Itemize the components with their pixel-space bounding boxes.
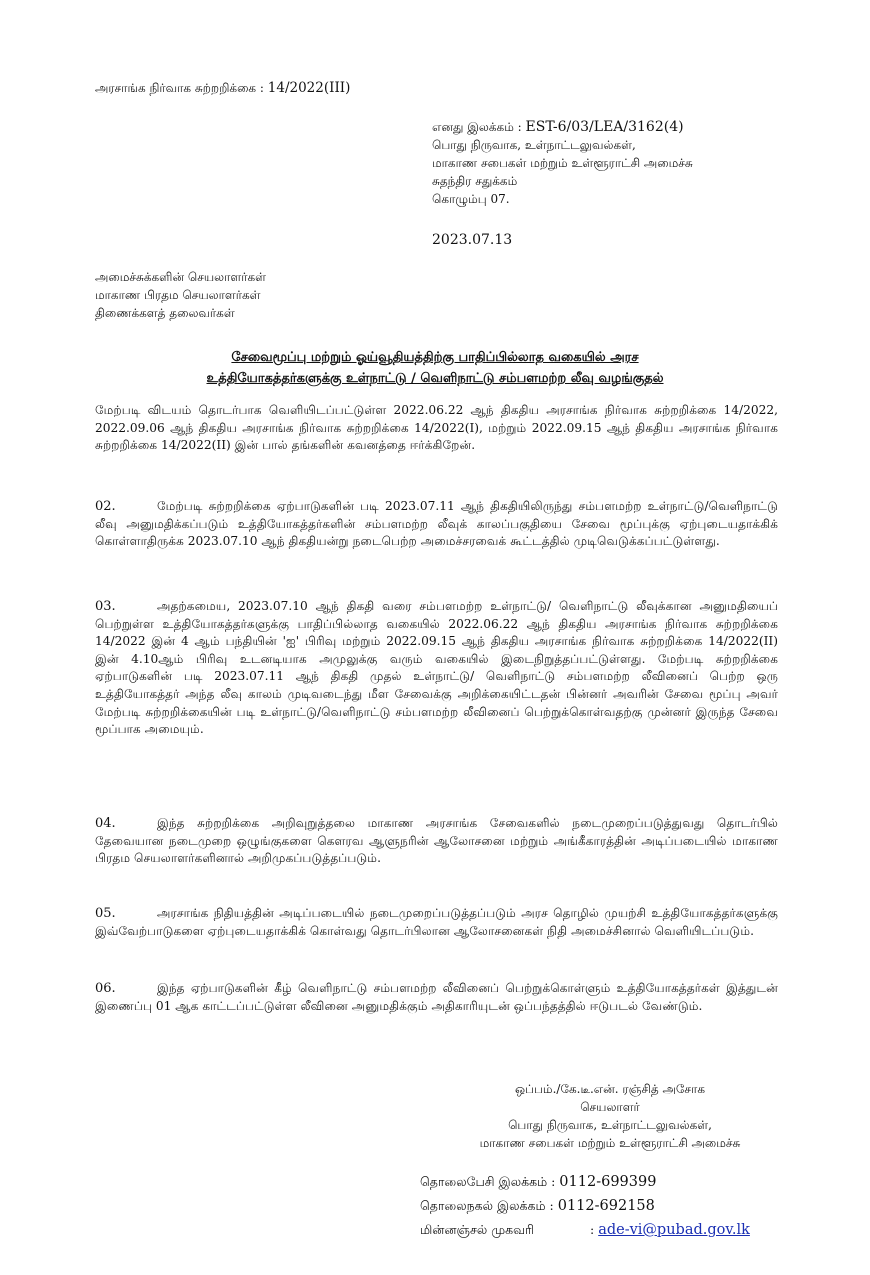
reference-number: EST-6/03/LEA/3162(4) — [525, 119, 684, 135]
paragraph-5 — [95, 905, 778, 940]
addressee-1: அமைச்சுக்களின் செயலாளர்கள் — [95, 270, 266, 284]
ministry-line-2: மாகாண சபைகள் மற்றும் உள்ளூராட்சி அமைச்சு — [432, 156, 693, 170]
paragraph-2-text: மேற்படி சுற்றறிக்கை ஏற்பாடுகளின் படி 2023.07.11 ஆந் திகதியிலிருந்து சம்பளமற்ற உள்நாட்டு/வெளிநாட்டு லீவு அனுமதிக்கப்படும் உத்தியோகத்தர்களின் சம்பளமற்ற லீவுக் காலப்பகுதியை சேவை மூப்புக்கு ஏற்புடையதாக்கிக் கொள்ளாதிருக்க 2023.07.10 ஆந் திகதியன்று நடைபெற்ற அமைச்சரவைக் கூட்டத்தில் முடிவெடுக்கப்பட்டுள்ளது. — [95, 499, 778, 549]
addressee-2: மாகாண பிரதம செயலாளர்கள் — [95, 288, 261, 302]
circular-number: 14/2022(III) — [267, 80, 351, 96]
paragraph-4-number: 04. — [95, 816, 116, 831]
phone-row — [420, 1170, 750, 1194]
subject-line-1: சேவைமூப்பு மற்றும் ஓய்வூதியத்திற்கு பாதிப்பில்லாத வகையில் அரச — [231, 350, 639, 365]
letter-date: 2023.07.13 — [432, 232, 513, 248]
contact-block — [420, 1170, 750, 1242]
email-separator: : — [590, 1222, 599, 1237]
signatory-office-1: பொது நிருவாக, உள்நாட்டலுவல்கள், — [508, 1118, 712, 1132]
paragraph-6-number: 06. — [95, 981, 116, 996]
paragraph-3-text: அதற்கமைய, 2023.07.10 ஆந் திகதி வரை சம்பளமற்ற உள்நாட்டு/ வெளிநாட்டு லீவுக்கான அனுமதியைப் பெற்றுள்ள உத்தியோகத்தர்களுக்கு பாதிப்பில்லாத வகையில் 2022.06.22 ஆந் திகதிய அரசாங்க நிர்வாக சுற்றறிக்கை 14/2022 இன் 4 ஆம் பந்தியின் 'ஐ' பிரிவு மற்றும் 2022.09.15 ஆந் திகதிய அரசாங்க நிர்வாக சுற்றறிக்கை 14/2022(II) இன் 4.10ஆம் பிரிவு உடனடியாக அமுலுக்கு வரும் வகையில் இடைநிறுத்தப்பட்டுள்ளது. மேற்படி சுற்றறிக்கை ஏற்பாடுகளின் படி 2023.07.11 ஆந் திகதி முதல் உள்நாட்டு/ வெளிநாட்டு சம்பளமற்ற லீவினைப் பெற்ற ஒரு உத்தியோகத்தர் அந்த லீவு காலம் முடிவடைந்து மீள சேவைக்கு அறிக்கையிட்டதன் பின்னர் அவரின் சேவை மூப்பு அவர் மேற்படி சுற்றறிக்கையின் படி உள்நாட்டு/வெளிநாட்டு சம்பளமற்ற லீவினைப் பெற்றுக்கொள்வதற்கு முன்னர் இருந்த சேவை மூப்பாக அமையும். — [95, 599, 778, 737]
reference-number-line — [432, 118, 812, 136]
email-link[interactable]: ade-vi@pubad.gov.lk — [598, 1222, 750, 1238]
fax-row — [420, 1194, 750, 1218]
circular-label: அரசாங்க நிர்வாக சுற்றறிக்கை : — [95, 81, 268, 95]
paragraph-6 — [95, 980, 778, 1015]
fax-label: தொலைநகல் இலக்கம் : — [420, 1198, 558, 1213]
subject-title — [95, 347, 775, 389]
signature-block — [430, 1080, 790, 1152]
reference-block — [432, 118, 812, 208]
phone-number: 0112-699399 — [559, 1174, 657, 1190]
paragraph-5-number: 05. — [95, 906, 116, 921]
reference-label: எனது இலக்கம் : — [432, 120, 526, 134]
ministry-line-3: சுதந்திர சதுக்கம் — [432, 174, 518, 188]
signatory-role: செயலாளர் — [580, 1100, 640, 1114]
paragraph-4-text: இந்த சுற்றறிக்கை அறிவுறுத்தலை மாகாண அரசாங்க சேவைகளில் நடைமுறைப்படுத்துவது தொடர்பில் தேவையான நடைமுறை ஒழுங்குகளை கௌரவ ஆளுநரின் ஆலோசனை மற்றும் அங்கீகாரத்தின் அடிப்படையில் மாகாண பிரதம செயலாளர்களினால் அறிமுகப்படுத்தப்படும். — [95, 816, 778, 866]
addressee-3: திணைக்களத் தலைவர்கள் — [95, 306, 235, 320]
paragraph-2 — [95, 498, 778, 551]
ministry-line-1: பொது நிருவாக, உள்நாட்டலுவல்கள், — [432, 138, 636, 152]
paragraph-2-number: 02. — [95, 499, 116, 514]
signatory-name: ஒப்பம்./கே.டீ.என். ரஞ்சித் அசோக — [515, 1082, 705, 1096]
signatory-office-2: மாகாண சபைகள் மற்றும் உள்ளூராட்சி அமைச்சு — [479, 1136, 741, 1150]
fax-number: 0112-692158 — [557, 1198, 655, 1214]
paragraph-6-text: இந்த ஏற்பாடுகளின் கீழ் வெளிநாட்டு சம்பளமற்ற லீவினைப் பெற்றுக்கொள்ளும் உத்தியோகத்தர்கள் இத்துடன் இணைப்பு 01 ஆக காட்டப்பட்டுள்ள லீவினை அனுமதிக்கும் அதிகாரியுடன் ஒப்பந்தத்தில் ஈடுபடல் வேண்டும். — [95, 981, 778, 1013]
paragraph-3-number: 03. — [95, 599, 116, 614]
paragraph-5-text: அரசாங்க நிதியத்தின் அடிப்படையில் நடைமுறைப்படுத்தப்படும் அரச தொழில் முயற்சி உத்தியோகத்தர்களுக்கு இவ்வேற்பாடுகளை ஏற்புடையதாக்கிக் கொள்வது தொடர்பிலான ஆலோசனைகள் நிதி அமைச்சினால் வெளியிடப்படும். — [95, 906, 778, 938]
email-row — [420, 1218, 750, 1242]
paragraph-3 — [95, 598, 778, 739]
subject-line-2: உத்தியோகத்தர்களுக்கு உள்நாட்டு / வெளிநாட்டு சம்பளமற்ற லீவு வழங்குதல் — [206, 371, 664, 386]
paragraph-4 — [95, 815, 778, 868]
circular-number-line — [95, 80, 350, 97]
ministry-line-4: கொழும்பு 07. — [432, 192, 510, 206]
paragraph-1: மேற்படி விடயம் தொடர்பாக வெளியிடப்பட்டுள்ள 2022.06.22 ஆந் திகதிய அரசாங்க நிர்வாக சுற்றறிக்கை 14/2022, 2022.09.06 ஆந் திகதிய அரசாங்க நிர்வாக சுற்றறிக்கை 14/2022(I), மற்றும் 2022.09.15 ஆந் திகதிய அரசாங்க நிர்வாக சுற்றறிக்கை 14/2022(II) இன் பால் தங்களின் கவனத்தை ஈர்க்கிறேன். — [95, 403, 778, 453]
addressees — [95, 268, 266, 322]
phone-label: தொலைபேசி இலக்கம் : — [420, 1174, 560, 1189]
email-label: மின்னஞ்சல் முகவரி — [420, 1222, 535, 1237]
